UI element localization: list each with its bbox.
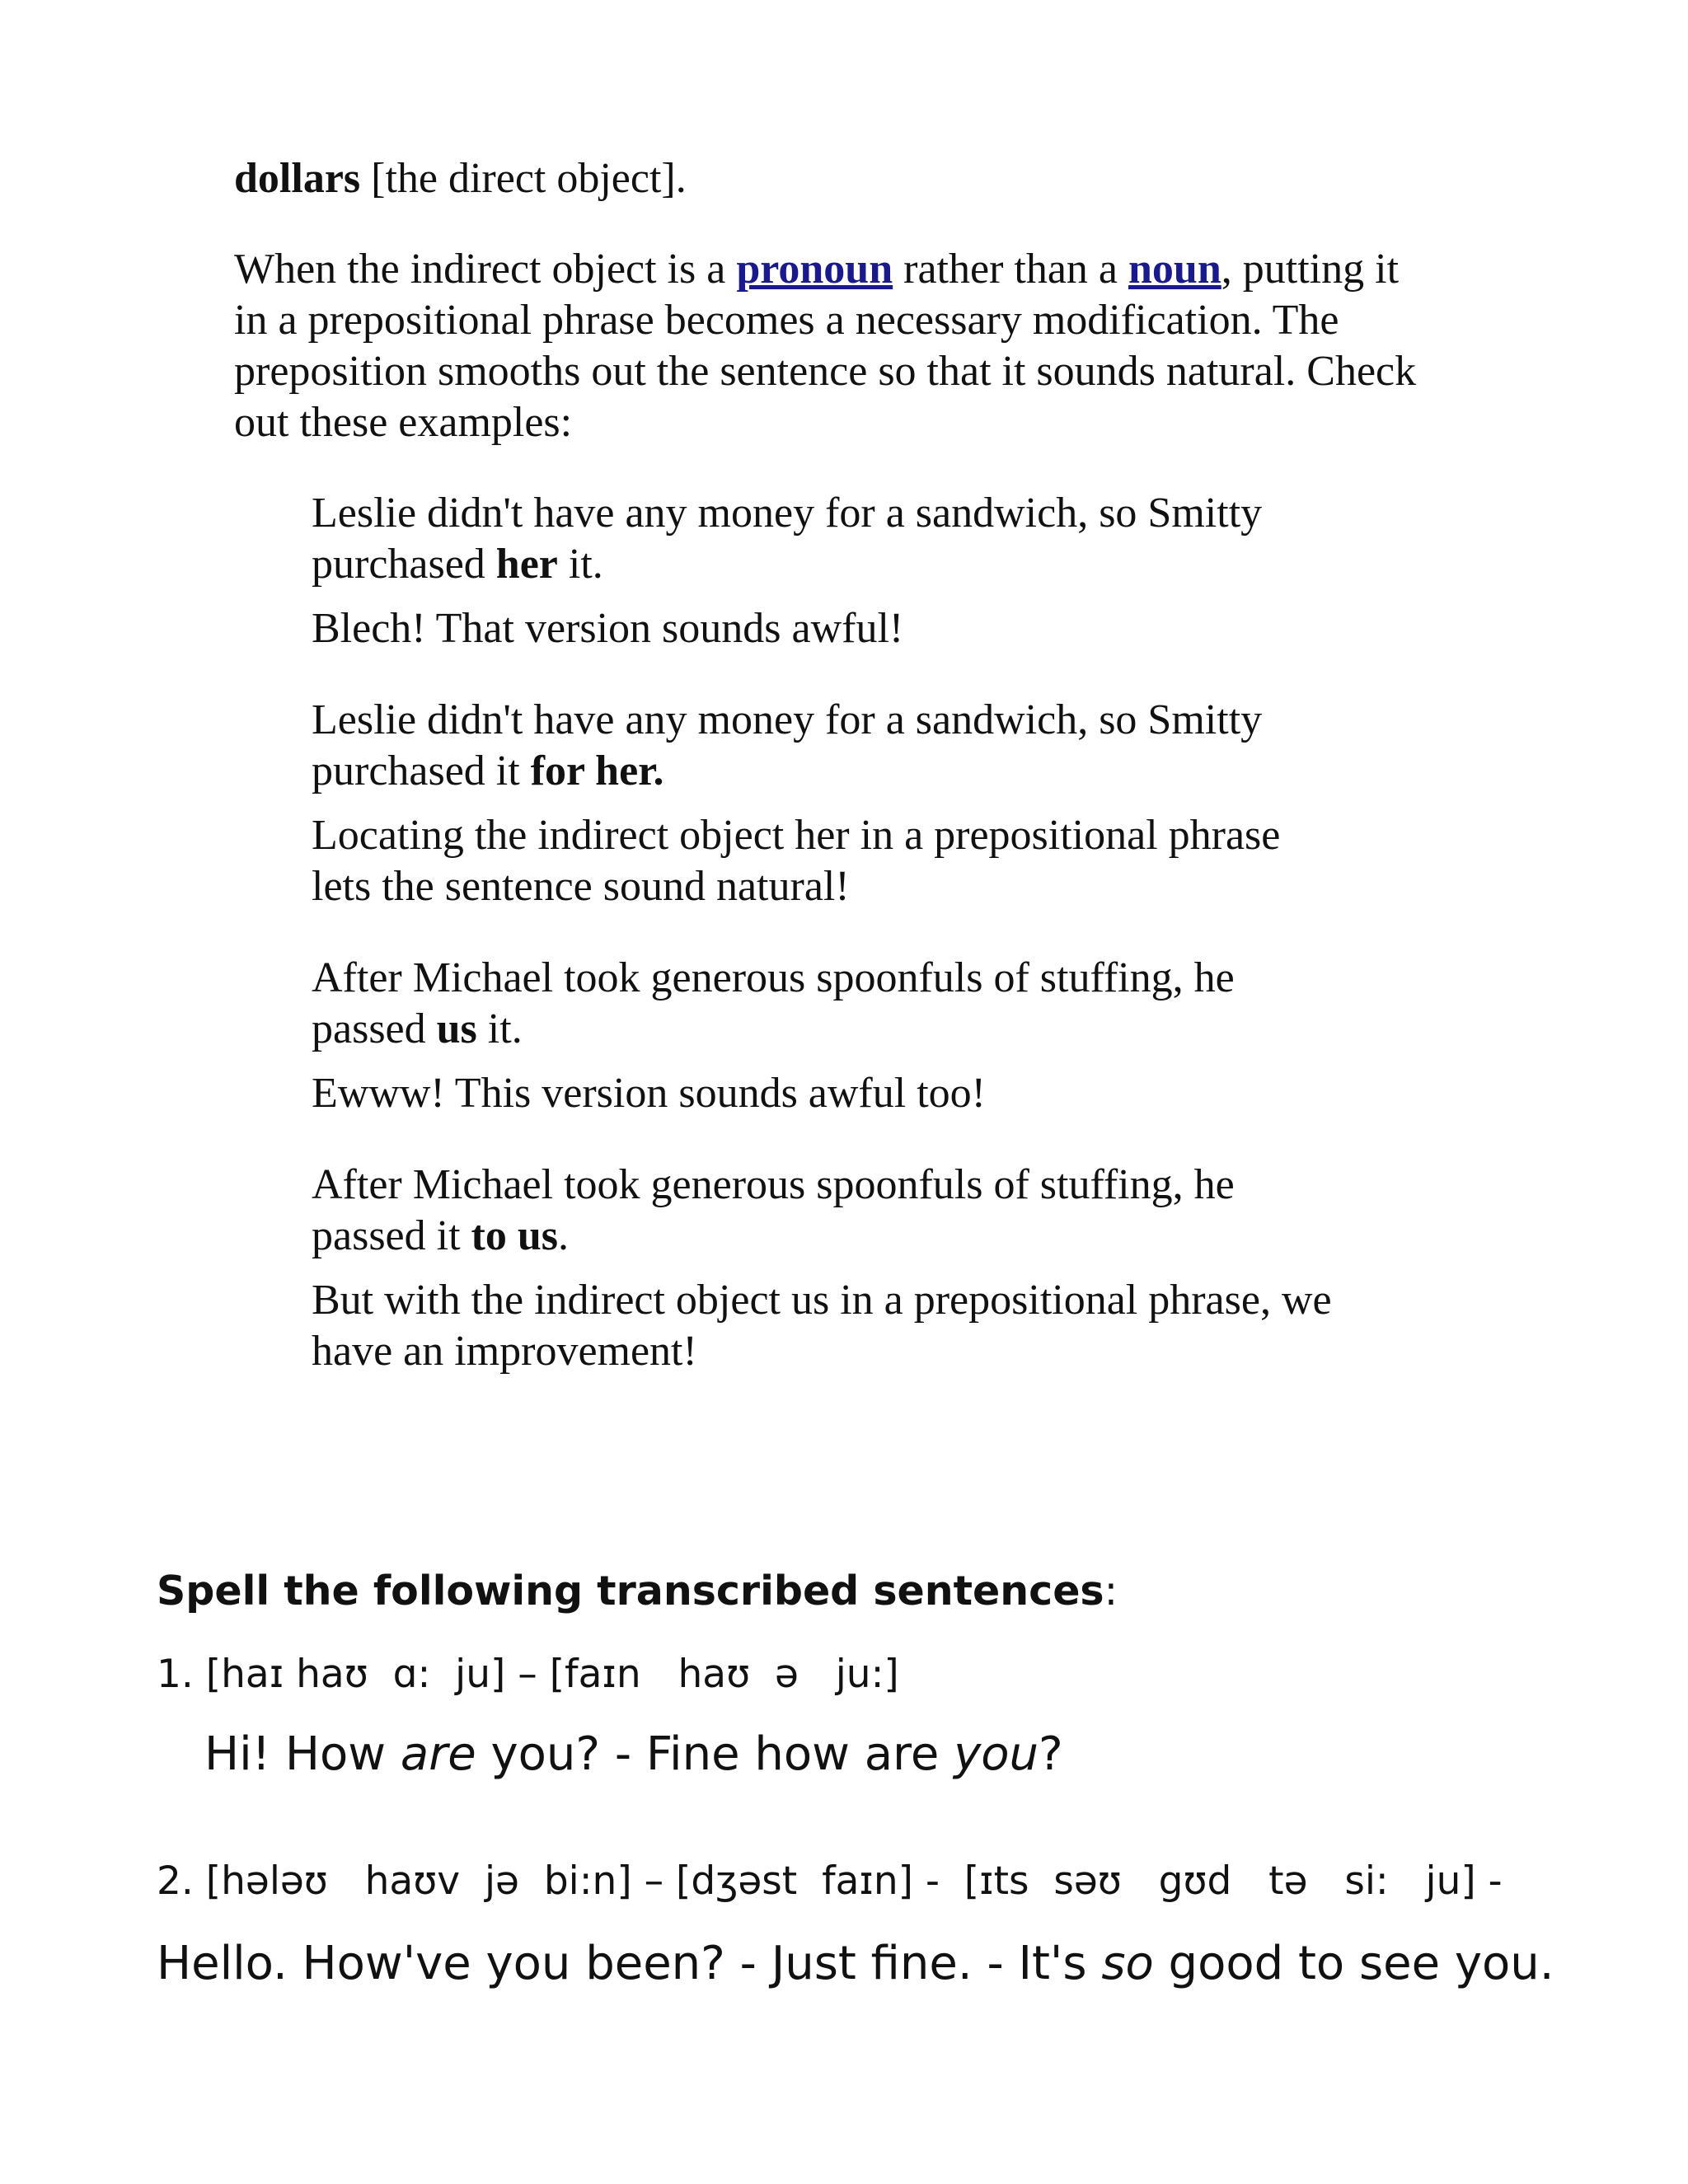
answer-text — [204, 1727, 1606, 1781]
example-comment-line-1: But with the indirect object us in a prepositional phrase, we — [312, 1277, 1332, 1324]
example-bold: for her. — [530, 748, 664, 794]
example-3 — [312, 953, 1465, 1119]
heading-colon: : — [1104, 1568, 1118, 1615]
example-sentence-line-1: Leslie didn't have any money for a sandwich, so Smitty — [312, 696, 1263, 743]
paragraph-line-1 — [234, 244, 1586, 295]
example-comment-line-1: Locating the indirect object her in a prepositional phrase — [312, 812, 1281, 859]
intro-text — [234, 153, 1553, 204]
answer-italic: are — [400, 1727, 476, 1781]
intro-line — [234, 153, 1553, 204]
example-4 — [312, 1160, 1498, 1377]
example-sentence-line-2 — [312, 1004, 1465, 1055]
answer-part: good to see you. — [1153, 1937, 1554, 1990]
answer-italic: so — [1101, 1937, 1154, 1990]
example-bold: us — [436, 1005, 477, 1052]
paragraph-text-part-1: When the indirect object is a — [234, 246, 737, 293]
answer-part: you? - Fine how are — [476, 1727, 954, 1781]
example-comment: Blech! That version sounds awful! — [312, 605, 904, 652]
paragraph-line-4: out these examples: — [234, 399, 573, 446]
example-text: passed — [312, 1005, 437, 1052]
explanation-paragraph — [234, 244, 1586, 448]
answer-italic: you — [954, 1727, 1039, 1781]
example-sentence-line-2 — [312, 746, 1465, 797]
example-2 — [312, 695, 1465, 912]
paragraph-text-part-3: , putting it — [1221, 246, 1400, 293]
exercise-item-1-transcription — [157, 1652, 1640, 1697]
example-text: purchased — [312, 541, 496, 588]
example-bold: her — [495, 541, 558, 588]
transcription-text: 1. [haɪ haʊ ɑ: ju] – [faɪn haʊ ə ju:] — [157, 1652, 899, 1697]
exercise-item-1-answer — [204, 1727, 1606, 1781]
answer-text — [157, 1937, 1673, 1990]
paragraph-text-part-2: rather than a — [893, 246, 1129, 293]
exercise-item-2-transcription — [157, 1858, 1673, 1904]
example-comment: Ewww! This version sounds awful too! — [312, 1070, 986, 1117]
example-comment-line-2: have an improvement! — [312, 1328, 697, 1375]
example-sentence-line-2 — [312, 539, 1465, 590]
exercise-item-2-answer — [157, 1937, 1673, 1990]
heading-bold: Spell the following transcribed sentences — [157, 1568, 1104, 1615]
example-sentence-line-1: After Michael took generous spoonfuls of stuffing, he — [312, 954, 1235, 1001]
example-text: it. — [476, 1005, 523, 1052]
paragraph-line-2: in a prepositional phrase becomes a necessary modification. The — [234, 297, 1339, 344]
example-text: purchased it — [312, 748, 531, 794]
intro-bold-word: dollars — [234, 155, 361, 202]
example-sentence-line-2 — [312, 1211, 1498, 1262]
intro-rest: [the direct object]. — [360, 155, 687, 202]
answer-part: Hi! How — [204, 1727, 401, 1781]
exercise-heading — [157, 1568, 1558, 1615]
answer-part: Hello. How've you been? - Just fine. - It's — [157, 1937, 1102, 1990]
pronoun-link[interactable]: pronoun — [736, 246, 893, 293]
example-sentence-line-1: Leslie didn't have any money for a sandwich, so Smitty — [312, 490, 1263, 537]
exercise-heading-text — [157, 1568, 1558, 1615]
noun-link[interactable]: noun — [1128, 246, 1221, 293]
example-comment-line-2: lets the sentence sound natural! — [312, 863, 850, 910]
answer-part: ? — [1038, 1727, 1063, 1781]
example-bold: to us — [471, 1212, 559, 1259]
example-sentence-line-1: After Michael took generous spoonfuls of stuffing, he — [312, 1161, 1235, 1208]
example-text: . — [558, 1212, 570, 1259]
example-text: it. — [557, 541, 603, 588]
paragraph-line-3: preposition smooths out the sentence so that it sounds natural. Check — [234, 348, 1417, 395]
example-text: passed it — [312, 1212, 471, 1259]
example-1 — [312, 488, 1465, 654]
transcription-text: 2. [hələʊ haʊv jə bi:n] – [dʒəst faɪn] - [ɪts səʊ gʊd tə si: ju] - — [157, 1858, 1503, 1904]
